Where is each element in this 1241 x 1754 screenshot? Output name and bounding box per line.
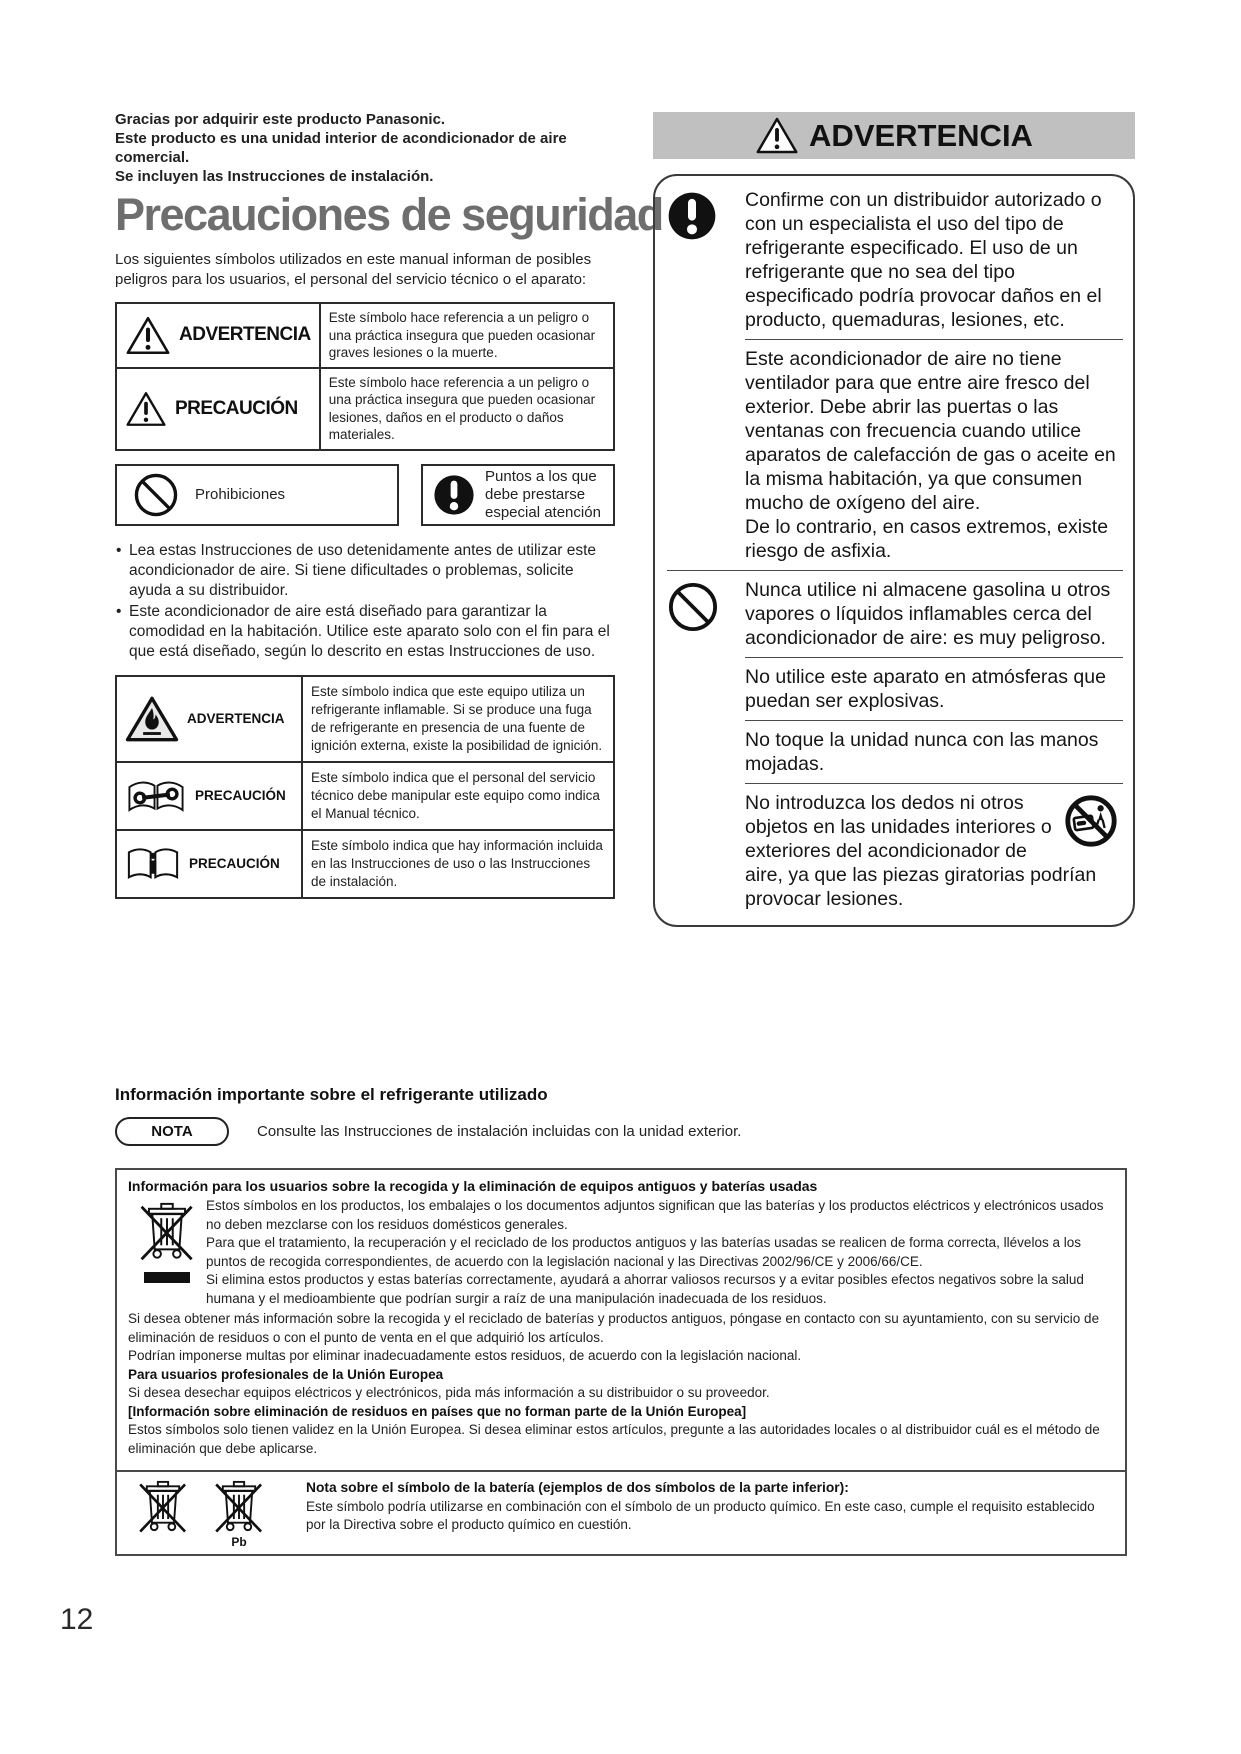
note-item: • Lea estas Instrucciones de uso detenidamente antes de utilizar este acondicionador de aire. Si tiene dificultades o problemas, solicite ayuda a su distribuidor. (115, 541, 615, 601)
page-number: 12 (60, 1603, 94, 1636)
attention-icon (433, 474, 475, 516)
battery-note-row (117, 1470, 1125, 1554)
disposal-paragraph: Estos símbolos solo tienen validez en la Unión Europea. Si desea eliminar estos artículos, pregunte a las autoridades locales o al distribuidor cuál es el método de eliminación que debe aplicarse. (128, 1422, 1100, 1456)
legend-row (115, 464, 615, 526)
symbol-description: Este símbolo indica que este equipo utiliza un refrigerante inflamable. Si se produce una fuga de refrigerante en presencia de una fuente de ignición externa, existe la posibilidad de ignición. (302, 676, 614, 762)
instructions-info-icon (125, 845, 181, 883)
warning-text: No introduzca los dedos ni otros objetos en las unidades interiores o exteriores del acondicionador de aire, ya que las piezas giratorias podrían provocar lesiones. (745, 792, 1097, 910)
warning-triangle-icon (125, 390, 167, 428)
warning-item (667, 578, 1123, 650)
warning-header-title: ADVERTENCIA (809, 117, 1033, 153)
table-row (116, 762, 614, 830)
intro-text (115, 110, 585, 186)
disposal-subheading: [Información sobre eliminación de residuos en países que no forman parte de la Unión Europea] (128, 1403, 747, 1419)
warning-text: De lo contrario, en casos extremos, existe riesgo de asfixia. (745, 516, 1109, 562)
disposal-title: Información para los usuarios sobre la recogida y la eliminación de equipos antiguos y baterías usadas (128, 1178, 818, 1194)
divider (745, 339, 1123, 340)
symbol-label: ADVERTENCIA (187, 711, 285, 726)
battery-note-text: Este símbolo podría utilizarse en combinación con el símbolo de un producto químico. En este caso, cumple el requisito establecido por la Directiva sobre el producto químico en cuestión. (306, 1498, 1095, 1532)
symbols-description: Los siguientes símbolos utilizados en este manual informan de posibles peligros para los usuarios, el personal del servicio técnico o el aparato: (115, 251, 592, 288)
symbol-label: ADVERTENCIA (179, 324, 311, 346)
symbol-table-1 (115, 302, 615, 451)
intro-line: Se incluyen las Instrucciones de instalación. (115, 168, 434, 185)
disposal-paragraph: Para que el tratamiento, la recuperación y el reciclado de los productos antiguos y las baterías usadas se realicen de forma correcta, llévelos a los puntos de recogida correspondientes, de acuerdo con la legislación nacional y las Directivas 2002/96/CE y 2006/66/CE. (206, 1235, 1081, 1269)
refrigerant-heading: Información importante sobre el refrigerante utilizado (115, 1085, 548, 1104)
warning-column (653, 112, 1135, 927)
left-column (115, 110, 663, 899)
divider (745, 657, 1123, 658)
nota-row (115, 1117, 1127, 1146)
warning-text: Este acondicionador de aire no tiene ventilador para que entre aire fresco del exterior. Debe abrir las puertas o las ventanas con frecuencia cuando utilice aparatos de calefacción de gas o aceite en la misma habitación, ya que consumen mucho de oxígeno del aire. (745, 348, 1116, 514)
usage-notes (115, 541, 615, 662)
attention-legend-box (421, 464, 615, 526)
symbol-table-2 (115, 675, 615, 899)
prohibition-icon (133, 472, 179, 518)
pb-label: Pb (231, 1535, 247, 1549)
disposal-info-box (115, 1168, 1127, 1556)
divider (745, 720, 1123, 721)
symbol-label: PRECAUCIÓN (189, 856, 280, 871)
divider (745, 783, 1123, 784)
disposal-paragraph: Si desea obtener más información sobre la recogida y el reciclado de baterías y productos antiguos, póngase en contacto con su ayuntamiento, con su servicio de eliminación de residuos o con el punto de venta en el que adquirió los artículos. (128, 1311, 1100, 1345)
warning-item (667, 791, 1123, 911)
no-fingers-icon (1063, 793, 1119, 849)
service-manual-icon (125, 777, 187, 815)
page-title: Precauciones de seguridad (115, 189, 663, 240)
weee-black-bar (144, 1272, 190, 1283)
flammable-refrigerant-icon (125, 695, 179, 743)
disposal-paragraph: Estos símbolos en los productos, los embalajes o los documentos adjuntos significan que las baterías y los productos eléctricos y electrónicos usados no deben mezclarse con los residuos domésticos generales. (206, 1198, 1104, 1232)
warning-header-bar (653, 112, 1135, 159)
prohibition-legend-box (115, 464, 399, 526)
disposal-paragraph: Si desea desechar equipos eléctricos y electrónicos, pida más información a su distribuidor o su proveedor. (128, 1385, 770, 1400)
attention-label: Puntos a los que debe prestarse especial atención (485, 467, 601, 521)
warning-item (667, 188, 1123, 332)
table-row (116, 676, 614, 762)
battery-note-title: Nota sobre el símbolo de la batería (ejemplos de dos símbolos de la parte inferior): (306, 1480, 849, 1495)
weee-crossed-bin-icon (138, 1479, 188, 1549)
warning-item (667, 347, 1123, 563)
warning-text: Nunca utilice ni almacene gasolina u otros vapores o líquidos inflamables cerca del acondicionador de aire: es muy peligroso. (745, 579, 1111, 649)
symbol-description: Este símbolo hace referencia a un peligro o una práctica insegura que pueden ocasionar graves lesiones o la muerte. (320, 303, 614, 368)
note-item: • Este acondicionador de aire está diseñado para garantizar la comodidad en la habitación. Utilice este aparato solo con el fin para el que está diseñado, según lo descrito en estas Instrucciones de uso. (115, 602, 615, 662)
intro-line: Gracias por adquirir este producto Panasonic. (115, 111, 446, 128)
divider (667, 570, 1123, 571)
warning-text: No utilice este aparato en atmósferas que puedan ser explosivas. (745, 666, 1106, 712)
warning-text: No toque la unidad nunca con las manos mojadas. (745, 729, 1099, 775)
prohibition-icon (667, 581, 745, 633)
symbol-description: Este símbolo indica que el personal del servicio técnico debe manipular este equipo como indica el Manual técnico. (302, 762, 614, 830)
table-row (116, 368, 614, 450)
warning-item (667, 728, 1123, 776)
weee-crossed-bin-pb-icon (214, 1479, 264, 1549)
nota-text: Consulte las Instrucciones de instalación incluidas con la unidad exterior. (257, 1123, 742, 1140)
table-row (116, 830, 614, 898)
symbol-description: Este símbolo hace referencia a un peligro o una práctica insegura que pueden ocasionar lesiones, daños en el producto o daños materiales. (320, 368, 614, 450)
prohibition-label: Prohibiciones (195, 485, 286, 503)
attention-icon (667, 191, 745, 241)
warning-triangle-icon (125, 315, 171, 356)
disposal-subheading: Para usuarios profesionales de la Unión Europea (128, 1366, 444, 1382)
symbol-label: PRECAUCIÓN (195, 788, 286, 803)
warning-triangle-icon (755, 116, 799, 155)
bottom-section (115, 1085, 1127, 1556)
disposal-paragraph: Podrían imponerse multas por eliminar inadecuadamente estos residuos, de acuerdo con la legislación nacional. (128, 1348, 802, 1363)
weee-crossed-bin-icon (139, 1201, 195, 1265)
symbol-label: PRECAUCIÓN (175, 397, 298, 419)
intro-line: Este producto es una unidad interior de acondicionador de aire comercial. (115, 130, 567, 166)
warning-panel (653, 174, 1135, 927)
warning-item (667, 665, 1123, 713)
symbol-description: Este símbolo indica que hay información incluida en las Instrucciones de uso o las Instrucciones de instalación. (302, 830, 614, 898)
warning-text: Confirme con un distribuidor autorizado o con un especialista el uso del tipo de refrigerante especificado. El uso de un refrigerante que no sea del tipo especificado podría provocar daños en el producto, quemaduras, lesiones, etc. (745, 189, 1102, 331)
disposal-paragraph: Si elimina estos productos y estas baterías correctamente, ayudará a ahorrar valiosos recursos y a evitar posibles efectos negativos sobre la salud humana y el medioambiente que podrían surgir a raíz de una manipulación inadecuada de los residuos. (206, 1272, 1084, 1306)
table-row (116, 303, 614, 368)
nota-badge: NOTA (115, 1117, 229, 1146)
